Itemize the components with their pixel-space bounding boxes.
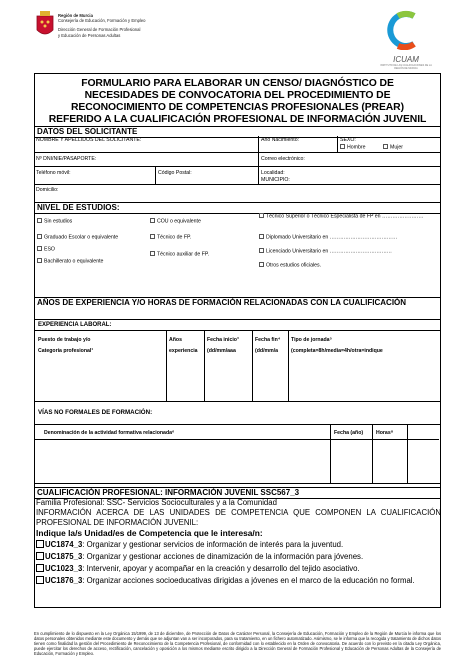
label-nacimiento: Año Nacimiento:: [261, 137, 300, 143]
estudio-option[interactable]: [37, 258, 103, 265]
estudio-option[interactable]: [37, 246, 55, 253]
estudio-option[interactable]: [259, 213, 437, 220]
region-name: Región de Murcia: [58, 13, 93, 18]
option-mujer-label: Mujer: [390, 144, 403, 151]
estudio-option[interactable]: [37, 218, 72, 225]
region-logo: [34, 10, 56, 40]
checkbox-icon[interactable]: [36, 576, 44, 584]
checkbox-icon: [259, 248, 264, 253]
col-header-fecha: Fecha (año): [334, 430, 364, 436]
uc-text: : Organizar y gestionar acciones de dinamización de la información para jóvenes.: [82, 552, 364, 561]
col-header-denominacion: Denominación de la actividad formativa relacionada⁶: [44, 430, 175, 436]
formacion-table[interactable]: [34, 424, 441, 484]
department: Consejería de Educación, Formación y Empleo: [58, 18, 146, 24]
label-sexo: SEXO:: [340, 137, 356, 143]
estudio-option[interactable]: [259, 248, 392, 255]
estudio-label: Técnico de FP.: [157, 234, 192, 241]
uc-option[interactable]: [34, 576, 441, 586]
col-header-jornada: Tipo de jornada⁵: [291, 337, 332, 343]
estudio-option[interactable]: [150, 251, 209, 258]
estudio-option[interactable]: [37, 234, 118, 241]
col-header-horas: Horas⁸: [376, 430, 394, 436]
checkbox-icon: [150, 218, 155, 223]
section-formacion: VÍAS NO FORMALES DE FORMACIÓN:: [38, 409, 153, 416]
title-line: REFERIDO A LA CUALIFICACIÓN PROFESIONAL DE INFORMACIÓN JUVENIL: [48, 114, 427, 125]
label-correo[interactable]: Correo electrónico:: [261, 156, 305, 162]
title-line: NECESIDADES DE CONVOCATORIA DEL PROCEDIMIENTO DE: [84, 90, 391, 101]
col-header-puesto-2: Categoría profesional¹: [38, 348, 94, 354]
uc-text: : Intervenir, apoyar y acompañar en la creación y desarrollo del tejido asociativo.: [82, 564, 360, 573]
checkbox-icon: [37, 234, 42, 239]
col-header-anos: Años: [169, 337, 182, 343]
checkbox-icon: [37, 246, 42, 251]
uc-text: : Organizar y gestionar servicios de información de interés para la juventud.: [82, 540, 344, 549]
col-header-puesto: Puesto de trabajo y/o: [38, 337, 91, 343]
checkbox-icon[interactable]: [36, 552, 44, 560]
label-domicilio[interactable]: Domicilio:: [36, 187, 59, 193]
experiencia-table[interactable]: [34, 330, 441, 402]
estudio-label: Técnico Superior o Técnico Especialista de FP en ……………………: [266, 213, 424, 220]
familia-profesional: Familia Profesional: SSC- Servicios Socioculturales y a la Comunidad: [36, 498, 277, 507]
estudio-option[interactable]: [150, 234, 191, 241]
estudio-label: Sin estudios: [44, 218, 73, 225]
checkbox-icon: [259, 262, 264, 267]
col-header-fecha-inicio-2: (dd/mm/aaa: [207, 348, 236, 354]
estudio-label: Licenciado Universitario en ………………………………: [266, 248, 392, 255]
uc-option[interactable]: [34, 552, 441, 562]
label-cp[interactable]: Código Postal:: [158, 170, 192, 176]
uc-option[interactable]: [34, 540, 441, 550]
estudio-option[interactable]: [150, 218, 201, 225]
uc-code: UC1876_3: [45, 576, 83, 585]
checkbox-icon: [150, 234, 155, 239]
checkbox-icon[interactable]: [36, 564, 44, 572]
estudio-label: Otros estudios oficiales.: [266, 262, 322, 269]
uc-code: UC1023_3: [45, 564, 83, 573]
section-cualificacion: CUALIFICACIÓN PROFESIONAL: INFORMACIÓN JUVENIL SSC567_3: [34, 487, 441, 499]
checkbox-icon: [37, 258, 42, 263]
col-header-anos-2: experiencia: [169, 348, 198, 354]
label-dni[interactable]: Nº DNI/NIE/PASAPORTE:: [36, 156, 97, 162]
checkbox-icon: [340, 144, 345, 149]
info-unidades: INFORMACIÓN ACERCA DE LAS UNIDADES DE COMPETENCIA QUE COMPONEN LA CUALIFICACIÓN PROFESIONAL DE INFORMACIÓN JUVENIL:: [36, 508, 441, 527]
section-estudios: NIVEL DE ESTUDIOS:: [34, 202, 441, 214]
direction-line-1: Dirección General de Formación Profesional: [58, 27, 141, 33]
estudio-option[interactable]: [259, 234, 397, 241]
estudio-label: ESO: [44, 246, 55, 253]
icuam-logo-sub: INSTITUTO DE LAS CUALIFICACIONES DE LA REGIÓN DE MURCIA: [380, 64, 432, 70]
legal-footer: En cumplimiento de lo dispuesto en la Ley Orgánica 15/1999, de 13 de diciembre, de Protección de Datos de Carácter Personal, la Consejería de Educación, Formación y Empleo de la Región de Murcia le informa que los datos personales obtenidos mediante este documento y demás que se adjuntan van a ser incorporados, para su tratamiento, en un fichero automatizado. Asimismo, se le informa que la recogida y tratamiento de dichos datos tienen como finalidad la gestión del Procedimiento de Reconocimiento de la Competencia Profesional, de conformidad con lo establecido en la Orden de convocatoria. De acuerdo con lo previsto en la citada Ley Orgánica, puede ejercitar los derechos de acceso, rectificación, cancelación y oposición a los mismos mediante escrito dirigido a la Dirección General de Formación Profesional y Educación de Personas Adultas de la Consejería de Educación, Formación y Empleo.: [34, 631, 441, 656]
col-header-fecha-inicio: Fecha inicio³: [207, 337, 239, 343]
label-localidad[interactable]: Localidad:: [261, 170, 285, 176]
uc-code: UC1874_3: [45, 540, 83, 549]
checkbox-icon: [383, 144, 388, 149]
option-hombre-label: Hombre: [347, 144, 366, 151]
checkbox-icon: [259, 213, 264, 218]
title-line: RECONOCIMIENTO DE COMPETENCIAS PROFESIONALES (PREAR): [71, 102, 404, 113]
estudio-label: Graduado Escolar o equivalente: [44, 234, 119, 241]
experiencia-laboral-title: EXPERIENCIA LABORAL:: [38, 322, 112, 328]
uc-option[interactable]: [34, 564, 441, 574]
col-header-fecha-fin-2: (dd/mm/a: [255, 348, 279, 354]
icuam-logo: [380, 10, 432, 70]
estudio-label: Bachillerato o equivalente: [44, 258, 104, 265]
checkbox-icon: [259, 234, 264, 239]
option-mujer[interactable]: [383, 144, 403, 151]
direction-line-2: y Educación de Personas Adultas: [58, 32, 121, 38]
header-text: [58, 13, 218, 38]
icuam-logo-text: ICUAM: [393, 55, 419, 64]
title-line: FORMULARIO PARA ELABORAR UN CENSO/ DIAGNÓSTICO DE: [81, 78, 394, 89]
form-title: [34, 78, 441, 126]
checkbox-icon: [150, 251, 155, 256]
label-nombre: NOMBRE Y APELLIDOS DEL SOLICITANTE:: [36, 137, 142, 143]
checkbox-icon: [37, 218, 42, 223]
estudio-label: Técnico auxiliar de FP.: [157, 251, 210, 258]
checkbox-icon[interactable]: [36, 540, 44, 548]
col-header-fecha-fin: Fecha fin⁴: [255, 337, 281, 343]
section-experiencia: AÑOS DE EXPERIENCIA Y/O HORAS DE FORMACIÓN RELACIONADAS CON LA CUALIFICACIÓN: [34, 297, 441, 320]
estudio-label: COU o equivalente: [157, 218, 201, 225]
estudio-option[interactable]: [259, 262, 321, 269]
option-hombre[interactable]: [340, 144, 365, 151]
uc-text: : Organizar acciones socioeducativas dirigidas a jóvenes en el marco de la educación no formal.: [82, 576, 415, 585]
indique-unidades: Indique la/s Unidad/es de Competencia que le interesa/n:: [36, 528, 263, 538]
uc-code: UC1875_3: [45, 552, 83, 561]
col-header-jornada-2: (completa=8h/media=4h/otra=indique: [291, 348, 383, 354]
label-telefono[interactable]: Teléfono móvil:: [36, 170, 71, 176]
label-municipio[interactable]: MUNICIPIO:: [261, 177, 290, 183]
estudio-label: Diplomado Universitario en …………………………………: [266, 234, 398, 241]
section-solicitante: DATOS DEL SOLICITANTE: [34, 126, 441, 138]
